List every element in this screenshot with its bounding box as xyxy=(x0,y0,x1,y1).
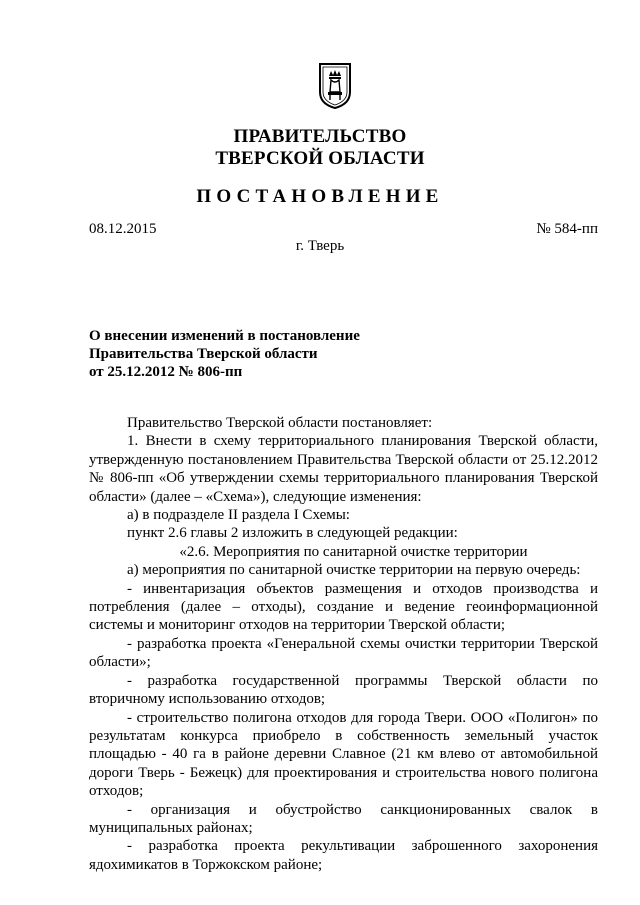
subject-line-3: от 25.12.2012 № 806-пп xyxy=(89,364,243,380)
body-bullet-reclamation: - разработка проекта рекультивации заброшенного захоронения ядохимикатов в Торжокском районе; xyxy=(89,838,598,873)
body-bullet-landfill-construction: - строительство полигона отходов для города Твери. ООО «Полигон» по результатам конкурса приобрело в собственность земельный участок площадью - 40 га в районе деревни Славное (21 км влево от автомобильной дороги Тверь - Бежецк) для проектирования и строительства нового полигона отходов; xyxy=(89,709,598,800)
body-bullet-general-scheme: - разработка проекта «Генеральной схемы очистки территории Тверской области»; xyxy=(89,635,598,671)
body-paragraph-subitem-a: а) в подразделе II раздела I Схемы: xyxy=(127,507,350,524)
subject-line-2: Правительства Тверской области xyxy=(89,346,318,362)
document-city: г. Тверь xyxy=(295,238,345,254)
body-paragraph-measures: а) мероприятия по санитарной очистке территории на первую очередь: xyxy=(127,562,581,579)
document-body xyxy=(89,414,598,874)
body-section-heading: «2.6. Мероприятия по санитарной очистке территории xyxy=(179,543,528,560)
body-paragraph-resolves: Правительство Тверской области постановляет: xyxy=(127,415,433,431)
body-bullet-inventory: - инвентаризация объектов размещения и отходов производства и потребления (далее – отходы), создание и ведение геоинформационной системы и мониторинг отходов на территории Тверской области; xyxy=(89,580,598,634)
government-name-line-1: ПРАВИТЕЛЬСТВО xyxy=(233,126,407,147)
body-paragraph-item-1: 1. Внести в схему территориального планирования Тверской области, утвержденную постановлением Правительства Тверской области от 25.12.2012 № 806-пп «Об утверждении схемы территориального планирования Тверской области» (далее – «Схема»), следующие изменения: xyxy=(89,433,598,505)
document-subject xyxy=(89,327,360,381)
body-bullet-authorized-dumps: - организация и обустройство санкционированных свалок в муниципальных районах; xyxy=(89,801,598,836)
coat-of-arms-emblem xyxy=(318,62,352,110)
document-date: 08.12.2015 xyxy=(89,221,157,237)
body-paragraph-clause: пункт 2.6 главы 2 изложить в следующей редакции: xyxy=(127,525,458,542)
body-bullet-state-program: - разработка государственной программы Тверской области по вторичному использованию отходов; xyxy=(89,672,598,708)
government-name-line-2: ТВЕРСКОЙ ОБЛАСТИ xyxy=(215,148,425,169)
document-number: № 584-пп xyxy=(536,221,598,237)
subject-line-1: О внесении изменений в постановление xyxy=(89,328,360,344)
document-type: ПОСТАНОВЛЕНИЕ xyxy=(196,186,444,207)
